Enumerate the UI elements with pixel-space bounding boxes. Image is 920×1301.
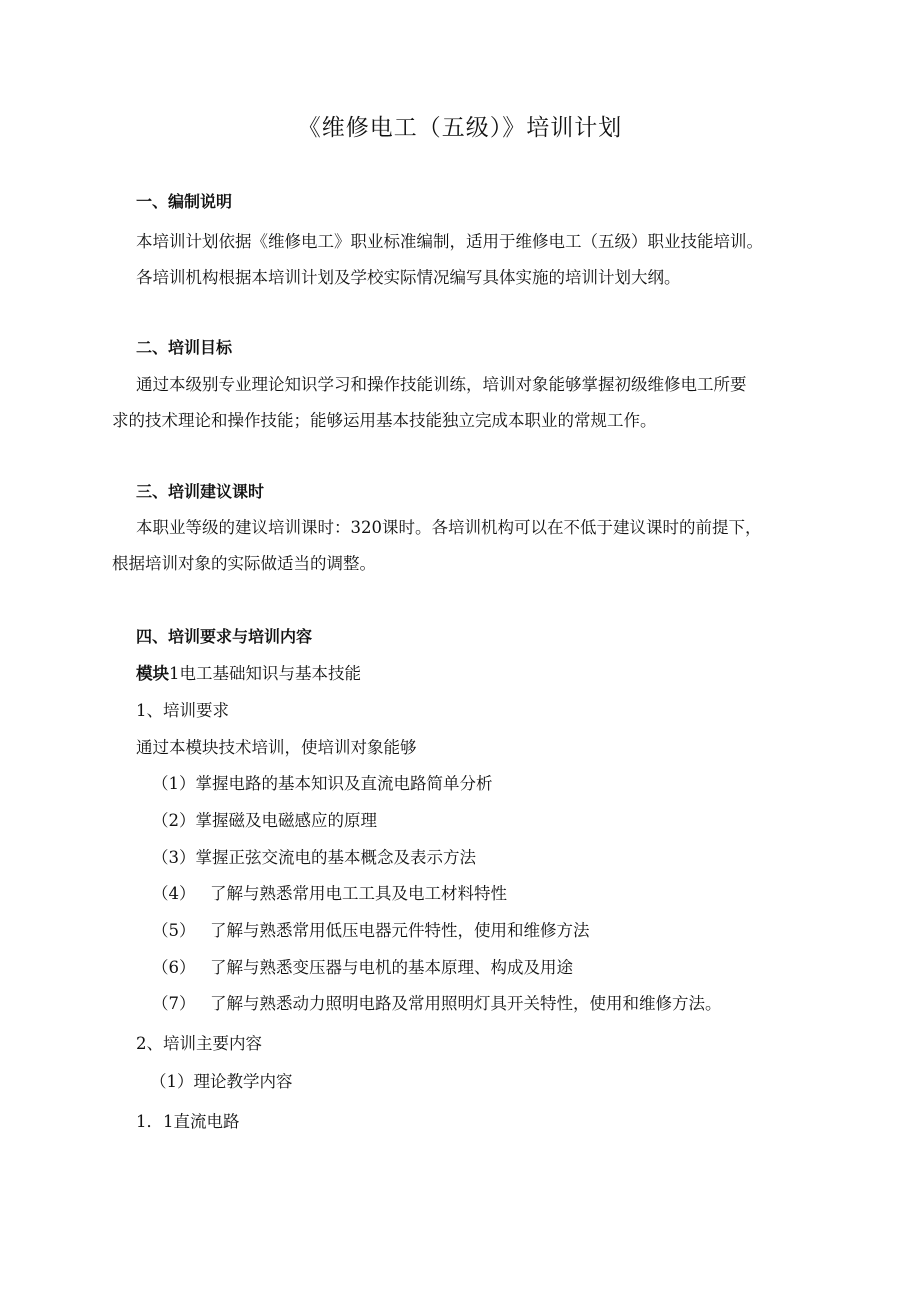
requirements-intro: 通过本模块技术培训，使培训对象能够 <box>136 738 417 757</box>
requirement-text: 掌握电路的基本知识及直流电路简单分析 <box>195 774 493 793</box>
requirement-index: （6） <box>152 958 196 977</box>
section-3-heading: 三、培训建议课时 <box>136 482 265 501</box>
content-heading: 2、培训主要内容 <box>136 1034 262 1053</box>
requirement-item-4 <box>152 882 852 906</box>
module-1-title <box>136 662 836 686</box>
section-1-line-1: 本培训计划依据《维修电工》职业标准编制，适用于维修电工（五级）职业技能培训。 <box>136 232 763 251</box>
requirement-index: （7） <box>152 994 196 1013</box>
section-2-heading: 二、培训目标 <box>136 338 233 357</box>
requirement-item-7 <box>152 992 852 1016</box>
section-3-line-1: 本职业等级的建议培训课时：320课时。各培训机构可以在不低于建议课时的前提下， <box>136 518 762 537</box>
requirement-item-3 <box>152 846 852 870</box>
requirement-item-2 <box>152 809 852 833</box>
requirement-index: （1） <box>152 774 196 793</box>
section-2-line-1: 通过本级别专业理论知识学习和操作技能训练，培训对象能够掌握初级维修电工所要 <box>136 375 747 394</box>
requirement-text: 了解与熟悉变压器与电机的基本原理、构成及用途 <box>210 958 573 977</box>
requirement-text: 了解与熟悉动力照明电路及常用照明灯具开关特性，使用和维修方法。 <box>210 994 722 1013</box>
section-1-heading: 一、编制说明 <box>136 192 233 211</box>
document-title: 《维修电工（五级）》培训计划 <box>297 115 623 141</box>
requirement-index: （2） <box>152 811 196 830</box>
theory-heading: （1）理论教学内容 <box>150 1072 293 1091</box>
requirement-index: （3） <box>152 848 196 867</box>
requirement-item-6 <box>152 956 852 980</box>
requirement-text: 了解与熟悉常用低压电器元件特性，使用和维修方法 <box>210 921 590 940</box>
module-name: 1电工基础知识与基本技能 <box>169 664 361 683</box>
requirements-heading: 1、培训要求 <box>136 701 229 720</box>
subsection-1-1: 1．1直流电路 <box>136 1112 240 1131</box>
section-4-heading: 四、培训要求与培训内容 <box>136 627 313 646</box>
requirement-index: （5） <box>152 921 196 940</box>
section-2-line-2: 求的技术理论和操作技能；能够运用基本技能独立完成本职业的常规工作。 <box>112 411 657 430</box>
section-1-line-2: 各培训机构根据本培训计划及学校实际情况编写具体实施的培训计划大纲。 <box>136 268 681 287</box>
requirement-index: （4） <box>152 884 196 903</box>
requirement-text: 掌握正弦交流电的基本概念及表示方法 <box>195 848 476 867</box>
module-prefix: 模块 <box>136 664 169 683</box>
requirement-item-5 <box>152 919 852 943</box>
requirement-text: 掌握磁及电磁感应的原理 <box>195 811 377 830</box>
section-3-line-2: 根据培训对象的实际做适当的调整。 <box>112 554 376 573</box>
requirement-item-1 <box>152 772 852 796</box>
requirement-text: 了解与熟悉常用电工工具及电工材料特性 <box>210 884 507 903</box>
